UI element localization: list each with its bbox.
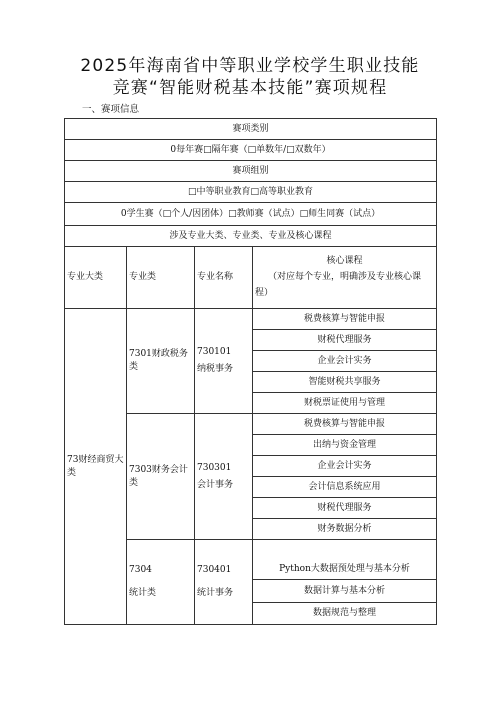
- course-cell: 数据规范与整理: [253, 603, 437, 625]
- class-cell-7301: 7301财政税务类: [127, 309, 195, 414]
- major-cell-730101: [195, 309, 253, 414]
- group-label: 赛项组别: [65, 161, 437, 182]
- header-core-courses-line-1: 核心课程: [326, 256, 363, 266]
- major-cell-730401: [195, 540, 253, 625]
- class-label: 统计类: [129, 588, 157, 598]
- category-label: 赛项类别: [65, 119, 437, 140]
- major-name: 会计事务: [197, 479, 234, 490]
- course-cell: 数据计算与基本分析: [253, 580, 437, 603]
- header-class: 专业类: [127, 247, 195, 309]
- course-cell: 财税票证使用与管理: [253, 393, 437, 414]
- header-core-courses: [253, 247, 437, 309]
- course-cell: 会计信息系统应用: [253, 477, 437, 498]
- major-code: 730301: [197, 462, 232, 473]
- major-name: 统计事务: [197, 588, 234, 598]
- major-name: 纳税事务: [197, 364, 234, 374]
- course-cell: 财税代理服务: [253, 498, 437, 519]
- course-cell: 企业会计实务: [253, 456, 437, 477]
- course-cell: 出纳与资金管理: [253, 435, 437, 456]
- header-major-category: 专业大类: [65, 247, 127, 309]
- course-cell: 财税代理服务: [253, 330, 437, 351]
- course-cell: 税费核算与智能申报: [253, 414, 437, 435]
- class-cell-7303: 7303财务会计类: [127, 414, 195, 540]
- class-code: 7304: [129, 565, 152, 575]
- course-cell: 税费核算与智能申报: [253, 309, 437, 330]
- scope-label: 涉及专业大类、专业类、专业及核心课程: [65, 226, 437, 247]
- course-cell: 智能财税共享服务: [253, 372, 437, 393]
- course-cell: 企业会计实务: [253, 351, 437, 372]
- group-value: □中等职业教育□高等职业教育: [65, 182, 437, 203]
- course-cell: 财务数据分析: [253, 519, 437, 540]
- major-category-cell: 73财经商贸大类: [65, 309, 127, 625]
- major-code: 730101: [197, 347, 232, 357]
- header-major-name: 专业名称: [195, 247, 253, 309]
- section-heading: 一、赛项信息: [82, 104, 140, 115]
- event-info-table: [64, 118, 437, 625]
- major-cell-730301: [195, 414, 253, 540]
- class-cell-7304: [127, 540, 195, 625]
- participant-value: 0学生赛（□个人/因团体）□教师赛（试点）□师生同赛（试点）: [65, 203, 437, 226]
- document-title-line-1: 2025年海南省中等职业学校学生职业技能: [80, 56, 420, 76]
- course-cell: Python大数据预处理与基本分析: [253, 540, 437, 580]
- major-code: 730401: [197, 565, 232, 575]
- header-core-courses-line-2: （对应每个专业，明确涉及专业核心课: [268, 272, 422, 282]
- category-value: 0每年赛□隔年赛（□单数年/□双数年）: [65, 140, 437, 161]
- document-title-line-2: 竞赛“智能财税基本技能”赛项规程: [112, 78, 388, 98]
- header-core-courses-line-3: 程）: [255, 288, 274, 298]
